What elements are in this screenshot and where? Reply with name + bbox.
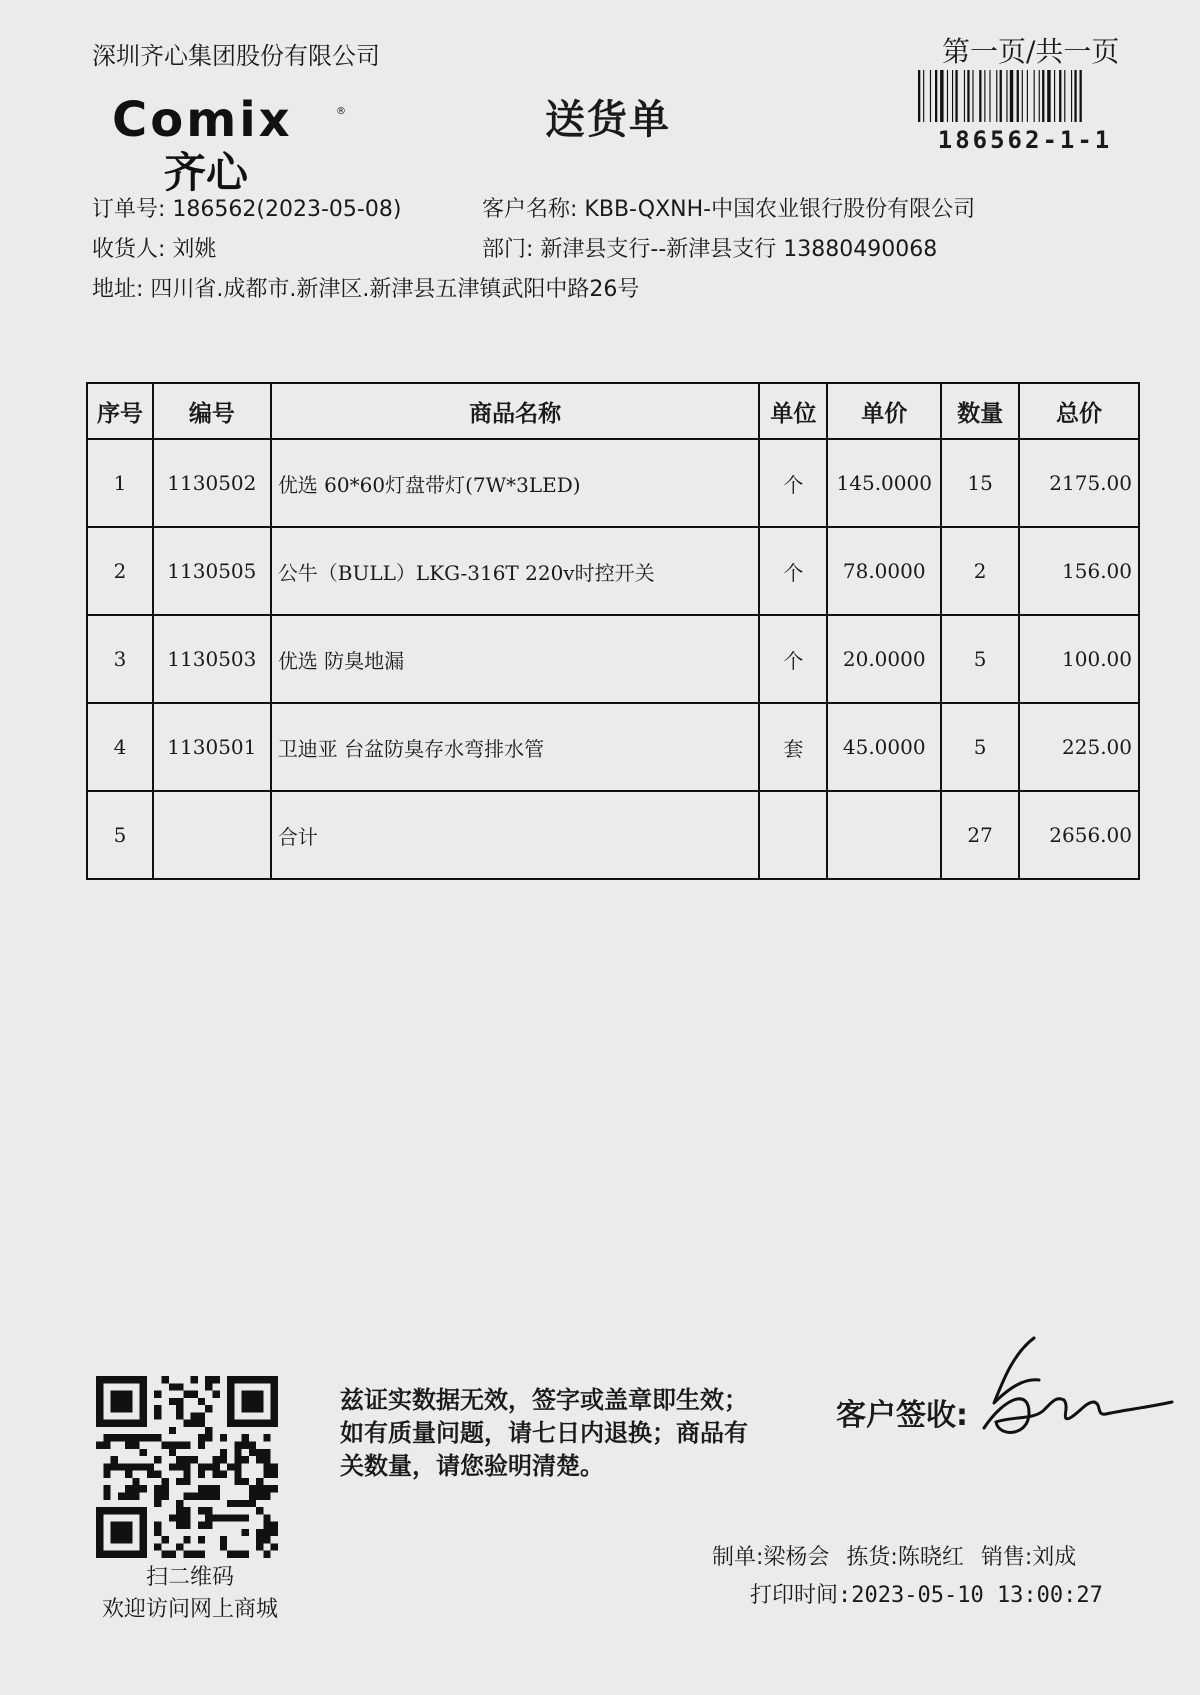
- registered-icon: ®: [336, 106, 346, 117]
- logo-text-cn: 齐心: [164, 148, 249, 197]
- cell-code: 1130502: [153, 439, 271, 527]
- sales: 销售:刘成: [980, 1545, 1077, 1570]
- customer-label: 客户名称:: [482, 197, 578, 222]
- cell-total: 156.00: [1019, 527, 1139, 615]
- comix-logo: [112, 92, 346, 197]
- cell-seq: 2: [87, 527, 153, 615]
- cell-name: 公牛（BULL）LKG-316T 220v时控开关: [271, 527, 760, 615]
- order-number-value: 186562(2023-05-08): [172, 197, 402, 222]
- header-code: 编号: [153, 383, 271, 439]
- cell-total: 100.00: [1019, 615, 1139, 703]
- cell-seq: 3: [87, 615, 153, 703]
- header-price: 单价: [827, 383, 941, 439]
- cell-unit: 个: [759, 527, 827, 615]
- table-row: [87, 703, 1139, 791]
- cell-qty: 27: [941, 791, 1019, 879]
- order-number-label: 订单号:: [92, 197, 166, 222]
- company-name: 深圳齐心集团股份有限公司: [92, 42, 380, 70]
- address-label: 地址:: [92, 277, 144, 302]
- document-title: 送货单: [545, 97, 671, 143]
- cell-price: 78.0000: [827, 527, 941, 615]
- qr-caption-line1: 扫二维码: [145, 1565, 234, 1590]
- customer-name: [482, 192, 975, 223]
- table-row: [87, 615, 1139, 703]
- logo-text-en: Comix: [112, 92, 293, 148]
- receiver: [92, 232, 216, 263]
- qr-code-icon: [96, 1376, 278, 1558]
- table-header-row: [87, 383, 1139, 439]
- items-table: [86, 382, 1140, 880]
- cell-name: 卫迪亚 台盆防臭存水弯排水管: [271, 703, 760, 791]
- cell-seq: 4: [87, 703, 153, 791]
- cell-price: 145.0000: [827, 439, 941, 527]
- cell-name: 合计: [271, 791, 760, 879]
- receiver-label: 收货人:: [92, 237, 166, 262]
- qr-caption-line2: 欢迎访问网上商城: [101, 1597, 278, 1622]
- cell-price: [827, 791, 941, 879]
- barcode-number: 186562-1-1: [937, 126, 1113, 154]
- header-unit: 单位: [759, 383, 827, 439]
- header-qty: 数量: [941, 383, 1019, 439]
- cell-seq: 1: [87, 439, 153, 527]
- cell-qty: 15: [941, 439, 1019, 527]
- header-seq: 序号: [87, 383, 153, 439]
- header-total: 总价: [1019, 383, 1139, 439]
- cell-unit: 个: [759, 615, 827, 703]
- header-name: 商品名称: [271, 383, 760, 439]
- cell-code: [153, 791, 271, 879]
- barcode-icon: [918, 70, 1132, 122]
- table-row: [87, 439, 1139, 527]
- cell-total: 225.00: [1019, 703, 1139, 791]
- customer-value: KBB-QXNH-中国农业银行股份有限公司: [584, 197, 976, 222]
- table-row-total: [87, 791, 1139, 879]
- cell-unit: [759, 791, 827, 879]
- cell-price: 45.0000: [827, 703, 941, 791]
- order-number: [92, 192, 401, 223]
- cell-code: 1130505: [153, 527, 271, 615]
- cell-unit: 个: [759, 439, 827, 527]
- address: [92, 272, 639, 303]
- print-time: 打印时间:2023-05-10 13:00:27: [750, 1583, 1103, 1608]
- cell-code: 1130501: [153, 703, 271, 791]
- cell-total: 2175.00: [1019, 439, 1139, 527]
- qr-caption: [70, 1562, 310, 1626]
- notice-text: 兹证实数据无效，签字或盖章即生效；如有质量问题，请七日内退换；商品有关数量，请您验明清楚。: [340, 1386, 748, 1480]
- department-label: 部门:: [482, 237, 534, 262]
- cell-name: 优选 60*60灯盘带灯(7W*3LED): [271, 439, 760, 527]
- cell-qty: 5: [941, 703, 1019, 791]
- address-value: 四川省.成都市.新津区.新津县五津镇武阳中路26号: [150, 277, 640, 302]
- cell-qty: 2: [941, 527, 1019, 615]
- cell-qty: 5: [941, 615, 1019, 703]
- cell-total: 2656.00: [1019, 791, 1139, 879]
- receiver-value: 刘姚: [172, 237, 217, 262]
- maker: 制单:梁杨会: [712, 1545, 830, 1570]
- cell-price: 20.0000: [827, 615, 941, 703]
- signature-icon: [974, 1318, 1174, 1458]
- cell-name: 优选 防臭地漏: [271, 615, 760, 703]
- page-info: 第一页/共一页: [942, 35, 1120, 68]
- cell-seq: 5: [87, 791, 153, 879]
- picker: 拣货:陈晓红: [846, 1545, 964, 1570]
- department-value: 新津县支行--新津县支行 13880490068: [540, 237, 938, 262]
- cell-code: 1130503: [153, 615, 271, 703]
- staff-info: [712, 1540, 1086, 1571]
- cell-unit: 套: [759, 703, 827, 791]
- customer-signature-label: 客户签收:: [836, 1398, 968, 1433]
- department: [482, 232, 937, 263]
- table-row: [87, 527, 1139, 615]
